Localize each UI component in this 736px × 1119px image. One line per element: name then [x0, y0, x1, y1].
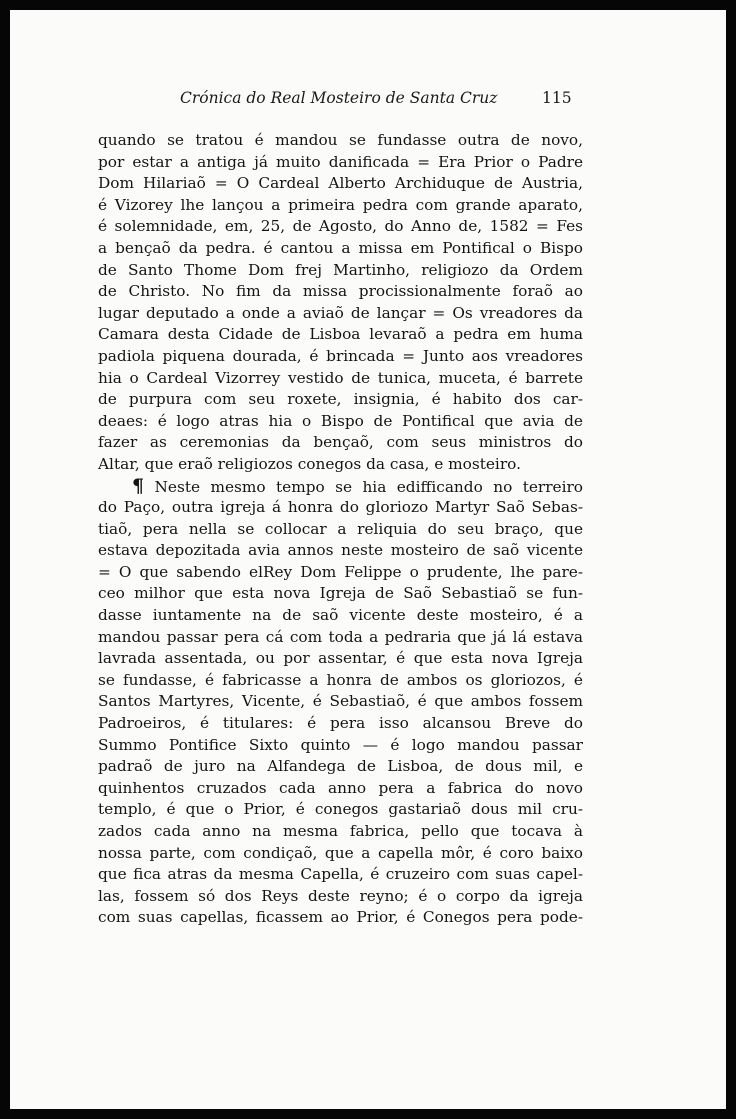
text-line: é Vizorey lhe lançou a primeira pedra com grande aparato, [98, 195, 583, 214]
book-page [10, 10, 726, 1109]
pilcrow-mark: ¶ [132, 474, 145, 497]
running-head-title: Crónica do Real Mosteiro de Santa Cruz [180, 89, 498, 107]
text-line: por estar a antiga já muito danificada = Era Prior o Padre [98, 152, 583, 171]
paragraph [98, 130, 583, 476]
text-line: estava depozitada avia annos neste mosteiro de saõ vicente [98, 541, 583, 560]
paragraph [98, 476, 583, 929]
text-line: Summo Pontifice Sixto quinto — é logo mandou passar [98, 735, 583, 754]
text-line: com suas capellas, ficassem ao Prior, é Conegos pera pode- [98, 908, 583, 927]
text-line: templo, é que o Prior, é conegos gastariaõ dous mil cru- [98, 800, 583, 819]
text-line: de Christo. No fim da missa procissionalmente foraõ ao [98, 282, 583, 301]
text-line: mandou passar pera cá com toda a pedraria que já lá estava [98, 627, 583, 646]
text-line: Neste mesmo tempo se hia edifficando no terreiro [154, 477, 583, 496]
text-line-with-pilcrow [98, 476, 583, 498]
text-line: padraõ de juro na Alfandega de Lisboa, de dous mil, e [98, 757, 583, 776]
text-line: Padroeiros, é titulares: é pera isso alcansou Breve do [98, 714, 583, 733]
text-line: ceo milhor que esta nova Igreja de Saõ Sebastiaõ se fun- [98, 584, 583, 603]
text-line: hia o Cardeal Vizorrey vestido de tunica, muceta, é barrete [98, 368, 583, 387]
text-line: se fundasse, é fabricasse a honra de ambos os gloriozos, é [98, 670, 583, 689]
text-line: de Santo Thome Dom frej Martinho, religiozo da Ordem [98, 260, 583, 279]
text-line: Camara desta Cidade de Lisboa levaraõ a pedra em huma [98, 325, 583, 344]
text-line: dasse iuntamente na de saõ vicente deste mosteiro, é a [98, 606, 583, 625]
text-line: a bençaõ da pedra. é cantou a missa em Pontifical o Bispo [98, 238, 583, 257]
running-head [10, 89, 726, 113]
text-line: nossa parte, com condiçaõ, que a capella môr, é coro baixo [98, 843, 583, 862]
page-number: 115 [542, 89, 572, 107]
text-line: tiaõ, pera nella se collocar a reliquia do seu braço, que [98, 519, 583, 538]
text-line: Dom Hilariaõ = O Cardeal Alberto Archiduque de Austria, [98, 174, 583, 193]
text-line: las, fossem só dos Reys deste reyno; é o corpo da igreja [98, 886, 583, 905]
text-line: deaes: é logo atras hia o Bispo de Pontifical que avia de [98, 411, 583, 430]
text-line: padiola piquena dourada, é brincada = Junto aos vreadores [98, 346, 583, 365]
text-line: de purpura com seu roxete, insignia, é habito dos car- [98, 390, 583, 409]
text-line: é solemnidade, em, 25, de Agosto, do Anno de, 1582 = Fes [98, 217, 583, 236]
text-line: quando se tratou é mandou se fundasse outra de novo, [98, 131, 583, 149]
text-line: Altar, que eraõ religiozos conegos da casa, e mosteiro. [98, 454, 521, 473]
text-line: zados cada anno na mesma fabrica, pello que tocava à [98, 822, 583, 840]
text-line: = O que sabendo elRey Dom Felippe o prudente, lhe pare- [98, 562, 583, 581]
text-line: do Paço, outra igreja á honra do gloriozo Martyr Saõ Sebas- [98, 498, 583, 517]
text-line: quinhentos cruzados cada anno pera a fabrica do novo [98, 778, 583, 797]
body-text [98, 130, 583, 929]
text-line: lavrada assentada, ou por assentar, é que esta nova Igreja [98, 649, 583, 668]
text-line: lugar deputado a onde a aviaõ de lançar = Os vreadores da [98, 303, 583, 322]
text-line: Santos Martyres, Vicente, é Sebastiaõ, é que ambos fossem [98, 692, 583, 711]
text-line: fazer as ceremonias da bençaõ, com seus ministros do [98, 433, 583, 452]
text-line: que fica atras da mesma Capella, é cruzeiro com suas capel- [98, 865, 583, 884]
